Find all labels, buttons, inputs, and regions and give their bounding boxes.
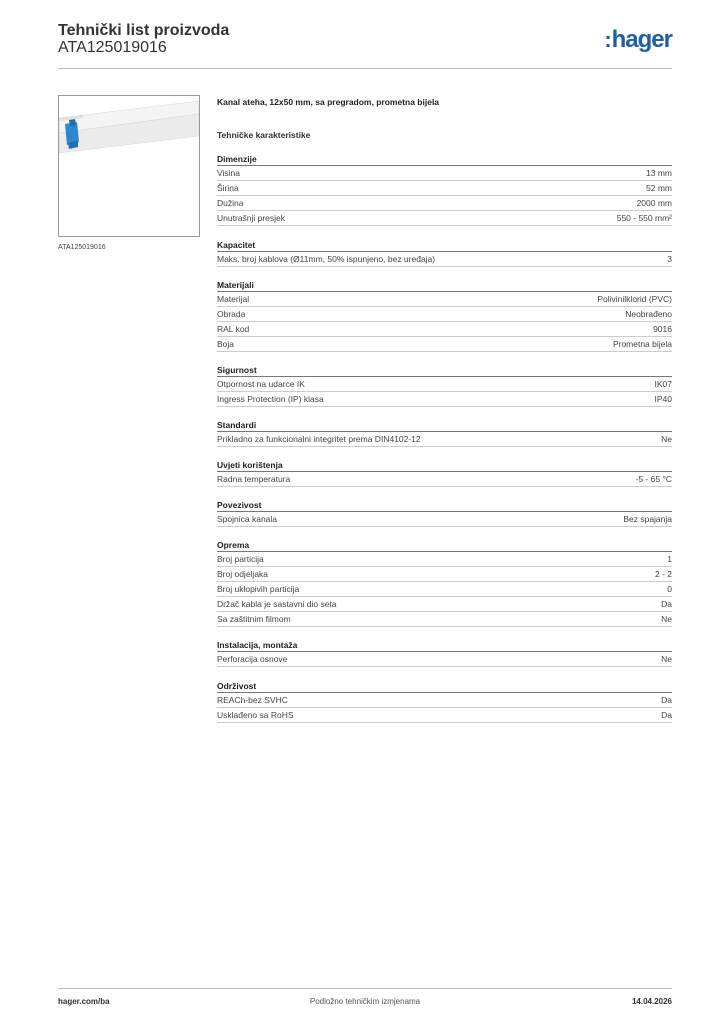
spec-section	[217, 538, 672, 627]
spec-row	[217, 512, 672, 527]
section-title: Oprema	[217, 538, 672, 552]
page-footer	[58, 997, 672, 1009]
section-title: Instalacija, montaža	[217, 638, 672, 652]
hager-logo: :hager	[604, 26, 672, 53]
spec-value: 2000 mm	[636, 198, 672, 208]
spec-value: 52 mm	[646, 183, 672, 193]
spec-row	[217, 392, 672, 407]
spec-value: 0	[667, 584, 672, 594]
spec-value: 550 - 550 mm²	[616, 213, 672, 223]
section-title: Dimenzije	[217, 152, 672, 166]
spec-section	[217, 278, 672, 352]
section-title: Povezivost	[217, 498, 672, 512]
logo-text: hager	[611, 26, 672, 53]
spec-label: Broj uklopivih particija	[217, 584, 300, 594]
spec-value: 13 mm	[646, 168, 672, 178]
spec-value: IK07	[654, 379, 672, 389]
spec-label: RAL kod	[217, 324, 250, 334]
spec-row	[217, 166, 672, 181]
spec-value: 3	[667, 254, 672, 264]
section-title: Materijali	[217, 278, 672, 292]
spec-row	[217, 567, 672, 582]
product-image	[58, 95, 200, 237]
spec-label: REACh-bez SVHC	[217, 695, 288, 705]
spec-row	[217, 582, 672, 597]
footer-divider	[58, 988, 672, 989]
spec-section	[217, 638, 672, 667]
product-name: Kanal ateha, 12x50 mm, sa pregradom, prometna bijela	[217, 97, 440, 107]
spec-row	[217, 432, 672, 447]
spec-row	[217, 652, 672, 667]
spec-value: 2 - 2	[654, 569, 672, 579]
footer-note: Podložno tehničkim izmjenama	[309, 997, 421, 1006]
spec-value: 9016	[653, 324, 672, 334]
spec-section	[217, 679, 672, 723]
spec-label: Sa zaštitnim filmom	[217, 614, 291, 624]
spec-label: Usklađeno sa RoHS	[217, 710, 294, 720]
spec-row	[217, 196, 672, 211]
footer-website: hager.com/ba	[58, 997, 110, 1006]
spec-label: Maks. broj kablova (Ø11mm, 50% ispunjeno, bez uređaja)	[217, 254, 436, 264]
spec-value: Da	[661, 599, 672, 609]
spec-section	[217, 152, 672, 226]
spec-value: Bez spajanja	[623, 514, 672, 524]
product-code: ATA125019016	[58, 39, 167, 56]
spec-label: Broj particija	[217, 554, 264, 564]
spec-value: Neobrađeno	[625, 309, 672, 319]
document-title: Tehnički list proizvoda	[58, 22, 230, 39]
spec-label: Visina	[217, 168, 240, 178]
page-header	[58, 20, 672, 68]
spec-row	[217, 181, 672, 196]
section-title: Uvjeti korištenja	[217, 458, 672, 472]
spec-label: Obrada	[217, 309, 246, 319]
spec-row	[217, 472, 672, 487]
spec-section	[217, 418, 672, 447]
cable-trunking-illustration	[59, 96, 199, 236]
spec-label: Boja	[217, 339, 235, 349]
spec-row	[217, 322, 672, 337]
spec-section	[217, 498, 672, 527]
image-caption: ATA125019016	[58, 244, 106, 251]
spec-content	[217, 96, 672, 723]
spec-value: Prometna bijela	[612, 339, 672, 349]
spec-label: Otpornost na udarce IK	[217, 379, 305, 389]
spec-section	[217, 238, 672, 267]
spec-value: Da	[661, 710, 672, 720]
section-title: Kapacitet	[217, 238, 672, 252]
spec-row	[217, 693, 672, 708]
spec-row	[217, 377, 672, 392]
spec-label: Perforacija osnove	[217, 654, 288, 664]
spec-row	[217, 597, 672, 612]
header-divider	[58, 68, 672, 69]
spec-label: Spojnica kanala	[217, 514, 278, 524]
section-title: Standardi	[217, 418, 672, 432]
footer-date: 14.04.2026	[631, 997, 672, 1006]
spec-value: Da	[661, 695, 672, 705]
spec-row	[217, 252, 672, 267]
spec-value: Ne	[661, 654, 672, 664]
spec-row	[217, 612, 672, 627]
spec-value: Ne	[661, 614, 672, 624]
spec-section	[217, 363, 672, 407]
spec-label: Broj odjeljaka	[217, 569, 269, 579]
spec-label: Ingress Protection (IP) klasa	[217, 394, 324, 404]
spec-label: Držač kabla je sastavni dio seta	[217, 599, 337, 609]
spec-value: IP40	[654, 394, 672, 404]
spec-label: Širina	[217, 183, 239, 193]
spec-section	[217, 458, 672, 487]
spec-label: Dužina	[217, 198, 244, 208]
spec-row	[217, 211, 672, 226]
spec-heading: Tehničke karakteristike	[217, 130, 311, 140]
spec-value: Ne	[661, 434, 672, 444]
spec-value: 1	[667, 554, 672, 564]
spec-row	[217, 292, 672, 307]
spec-label: Prikladno za funkcionalni integritet prema DIN4102-12	[217, 434, 421, 444]
spec-value: -5 - 65 °C	[635, 474, 672, 484]
section-title: Sigurnost	[217, 363, 672, 377]
spec-label: Materijal	[217, 294, 250, 304]
spec-row	[217, 708, 672, 723]
spec-label: Unutrašnji presjek	[217, 213, 286, 223]
spec-sections	[217, 152, 672, 723]
spec-row	[217, 552, 672, 567]
section-title: Održivost	[217, 679, 672, 693]
spec-row	[217, 337, 672, 352]
spec-row	[217, 307, 672, 322]
spec-value: Polivinilklorid (PVC)	[597, 294, 672, 304]
spec-label: Radna temperatura	[217, 474, 291, 484]
